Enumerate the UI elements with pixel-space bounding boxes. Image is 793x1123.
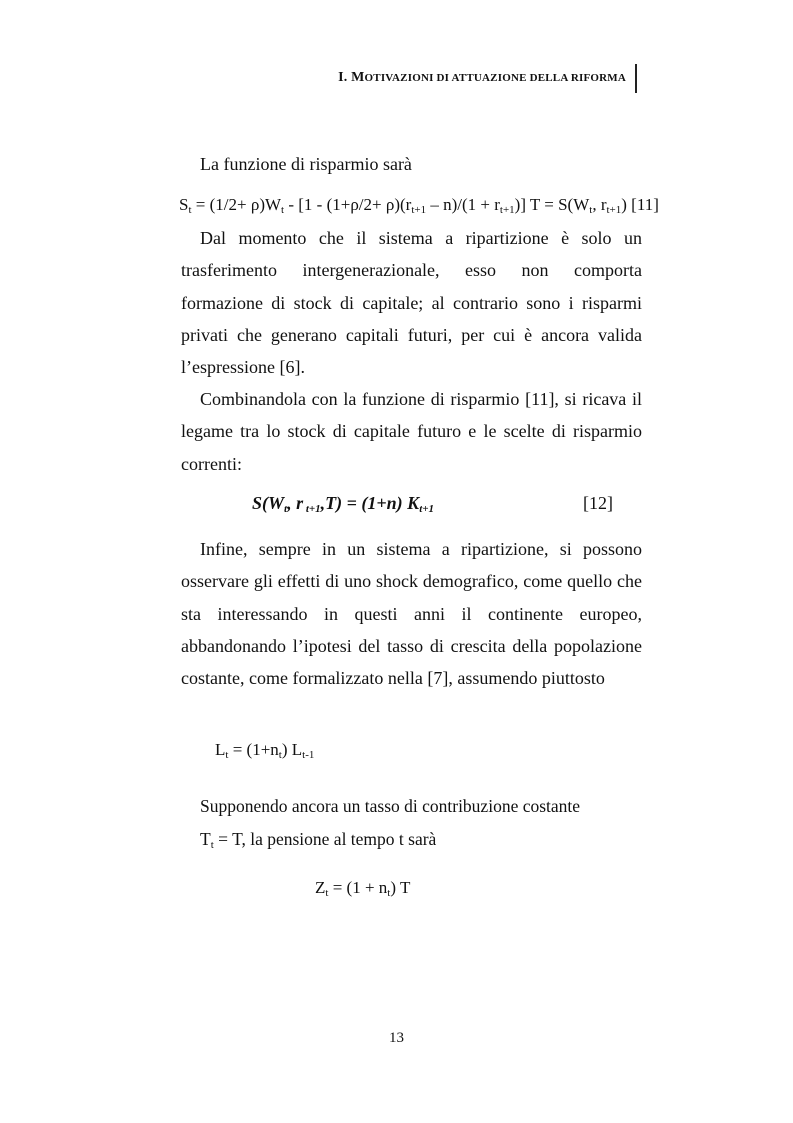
intro-line: La funzione di risparmio sarà — [200, 154, 412, 174]
equation-11: $S_t = (1/2+ \rho)W_t - [1 - (1+\rho/2+ \rho)(r_{t+1} - n)/(1 + r_{t+1})] T = S(W_t$, $r_{t+1}$) [11] — [179, 195, 659, 216]
paragraph-3 — [181, 533, 642, 694]
equation-pension: $Z_t = (1 + n_t)$ T — [315, 878, 411, 899]
running-header — [338, 70, 626, 86]
equation-12-label: [12] — [583, 493, 613, 513]
page-number: 13 — [389, 1030, 404, 1046]
equation-12: $S(W_t$, r $_{t+1}$,T) = (1+n) $K_{t+1}$ — [252, 493, 435, 515]
paragraph-3-text: Infine, sempre in un sistema a ripartizione, si possono osservare gli effetti di uno shock demografico, come quello che sta interessando in questi anni il continente europeo, abbandonando l’ipotesi del tasso di crescita della popolazione costante, come formalizzato nella [7], assumendo piuttosto — [181, 539, 642, 689]
paragraph-2-text: Combinandola con la funzione di risparmio [11], si ricava il legame tra lo stock di capitale futuro e le scelte di risparmio correnti: — [181, 389, 642, 474]
header-title-initial: I. M — [338, 70, 365, 85]
paragraph-1-text: Dal momento che il sistema a ripartizione è solo un trasferimento intergenerazionale, esso non comporta formazione di stock di capitale; al contrario sono i risparmi privati che generano capitali futuri, per cui è ancora valida l’espressione [6]. — [181, 228, 642, 378]
paragraph-2 — [181, 383, 642, 480]
paragraph-1 — [181, 222, 642, 383]
paragraph-4-line-1: Supponendo ancora un tasso di contribuzione costante — [200, 796, 581, 816]
paragraph-4-line-2: $T_t = T$, la pensione al tempo t sarà — [200, 829, 437, 851]
header-title-rest: OTIVAZIONI DI ATTUAZIONE DELLA RIFORMA — [364, 72, 626, 84]
equation-labor-growth: $L_t = (1+n_t)$ $L_{t-1}$ — [215, 740, 315, 761]
header-rule — [635, 64, 637, 93]
